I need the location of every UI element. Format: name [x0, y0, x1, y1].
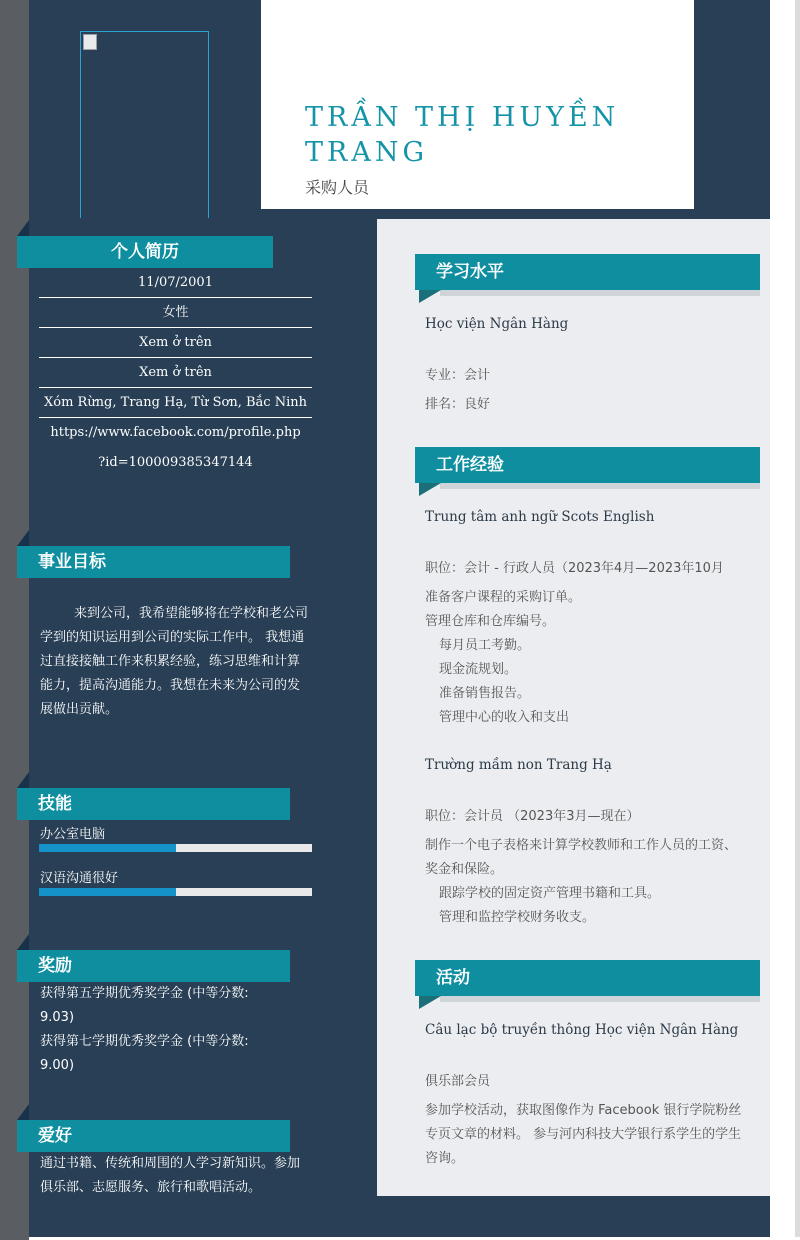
facebook-link[interactable]: https://www.facebook.com/profile.php	[50, 425, 301, 440]
section-corner-triangle	[17, 934, 29, 950]
education-section-title: 学习水平	[415, 254, 760, 290]
section-corner-triangle	[17, 530, 29, 546]
gender: 女性	[39, 298, 312, 328]
candidate-role: 采购人员	[305, 178, 370, 197]
hobbies-section-title: 爱好	[17, 1120, 290, 1152]
skill-bar-fill	[39, 844, 176, 852]
section-fold-triangle	[419, 290, 441, 303]
profile-section-title: 个人简历	[17, 236, 273, 268]
job-task: 每月员工考勤。	[439, 638, 531, 653]
job-company: Trung tâm anh ngữ Scots English	[425, 509, 655, 525]
job-task: 现金流规划。	[439, 662, 518, 677]
section-corner-triangle	[17, 220, 29, 236]
activity-text: 参加学校活动，获取图像作为 Facebook 银行学院粉丝专页文章的材料。 参与河内科技大学银行系学生的学生咨询。	[425, 1103, 742, 1166]
education-major: 专业：会计	[425, 368, 491, 383]
award-item: 获得第五学期优秀奖学金 (中等分数: 9.03)	[40, 986, 249, 1025]
job-task: 管理中心的收入和支出	[439, 710, 570, 725]
education-rank: 排名：良好	[425, 397, 491, 412]
job-task: 制作一个电子表格来计算学校教师和工作人员的工资、奖金和保险。	[425, 838, 738, 877]
activity-role: 俱乐部会员	[425, 1074, 491, 1089]
award-item: 获得第七学期优秀奖学金 (中等分数: 9.00)	[40, 1034, 249, 1073]
section-corner-triangle	[17, 1104, 29, 1120]
skills-section-title: 技能	[17, 788, 290, 820]
job-company: Trường mầm non Trang Hạ	[425, 757, 612, 773]
candidate-name: TRẦN THỊ HUYỀN TRANG	[305, 102, 620, 168]
skill-bar-fill	[39, 888, 176, 896]
objective-section-title: 事业目标	[17, 546, 290, 578]
section-header-shadow	[440, 483, 760, 489]
skill-label: 办公室电脑	[40, 827, 106, 842]
job-task: 跟踪学校的固定资产管理书籍和工具。	[439, 886, 661, 901]
skill-label: 汉语沟通很好	[40, 871, 119, 886]
section-fold-triangle	[419, 483, 441, 496]
section-header-shadow	[440, 290, 760, 296]
section-corner-triangle	[17, 772, 29, 788]
name-box	[261, 0, 694, 209]
profile-photo	[80, 31, 209, 218]
facebook-link-id[interactable]: ?id=100009385347144	[98, 455, 253, 470]
email: Xem ở trên	[39, 358, 312, 388]
job-task: 准备销售报告。	[439, 686, 531, 701]
hobbies-text: 通过书籍、传统和周围的人学习新知识。参加俱乐部、志愿服务、旅行和歌唱活动。	[40, 1156, 301, 1195]
skill-bar	[39, 844, 312, 852]
activities-section-title: 活动	[415, 960, 760, 996]
section-fold-triangle	[419, 996, 441, 1009]
job-task: 管理和监控学校财务收支。	[439, 910, 596, 925]
phone: Xem ở trên	[39, 328, 312, 358]
school-name: Học viện Ngân Hàng	[425, 316, 569, 332]
skill-bar	[39, 888, 312, 896]
section-header-shadow	[440, 996, 760, 1002]
birthdate: 11/07/2001	[39, 268, 312, 298]
scrollbar-track[interactable]	[795, 0, 800, 1240]
address: Xóm Rừng, Trang Hạ, Từ Sơn, Bắc Ninh	[39, 388, 312, 418]
job-task: 管理仓库和仓库编号。	[425, 614, 556, 629]
activity-org: Câu lạc bộ truyền thông Học viện Ngân Hàng	[425, 1022, 739, 1038]
awards-section-title: 奖励	[17, 950, 290, 982]
experience-section-title: 工作经验	[415, 447, 760, 483]
job-position: 职位：会计员 （2023年3月—现在）	[425, 809, 640, 824]
job-position: 职位：会计 - 行政人员（2023年4月—2023年10月	[425, 561, 724, 576]
objective-text: 来到公司，我希望能够将在学校和老公司学到的知识运用到公司的实际工作中。 我想通过直接接触工作来积累经验，练习思维和计算能力，提高沟通能力。我想在未来为公司的发展做出贡献。	[40, 606, 309, 717]
job-task: 准备客户课程的采购订单。	[425, 590, 582, 605]
broken-image-icon	[83, 34, 97, 50]
